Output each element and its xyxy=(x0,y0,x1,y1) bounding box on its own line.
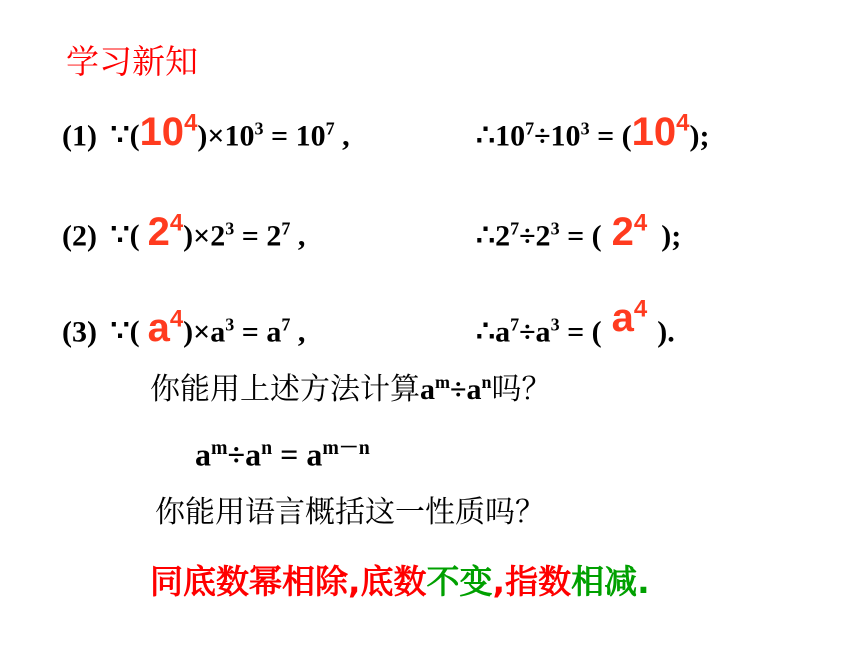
equation-row-3: (3) ∵( $a^4)\times a^3 = a^7$ , xyxy=(62,306,306,351)
equation-row-3-right: $\therefore a^7\div a^3$ = ( $a^4$). xyxy=(476,296,675,349)
because-symbol: ∵( xyxy=(110,119,140,153)
question-2: 你能用语言概括这一性质吗？ xyxy=(155,495,545,530)
equation-row-2-right: $\therefore 2^7\div 2^3$ = ( $2^4$ ); xyxy=(476,210,682,255)
answer-1: $a^4$ xyxy=(147,306,184,351)
answer-1: $10^4$ xyxy=(139,110,198,155)
equation-row-1-right: $\therefore 10^7\div 10^3 = (10^4)$; xyxy=(476,110,710,155)
answer-2: $a^4$ xyxy=(611,296,648,341)
equation-row-1: (1) $\because(10^4)\times 10^3 = 10^7$ , xyxy=(62,110,350,155)
row-label: (1) xyxy=(62,119,97,153)
equation-row-2: (2) ∵( $2^4)\times 2^3 = 2^7$ , xyxy=(62,210,306,255)
conclusion: 同底数幂相除,底数不变,指数相减. xyxy=(150,562,650,601)
answer-2: $10^4$ xyxy=(631,110,690,155)
answer-1: $2^4$ xyxy=(147,210,184,255)
question-1: 你能用上述方法计算$a^m\div a^n$吗？ xyxy=(150,372,552,407)
page-title: 学习新知 xyxy=(66,42,198,81)
answer-2: $2^4$ xyxy=(611,210,648,255)
formula: $a^m\div a^n = a^{m-n}$ xyxy=(195,436,370,473)
